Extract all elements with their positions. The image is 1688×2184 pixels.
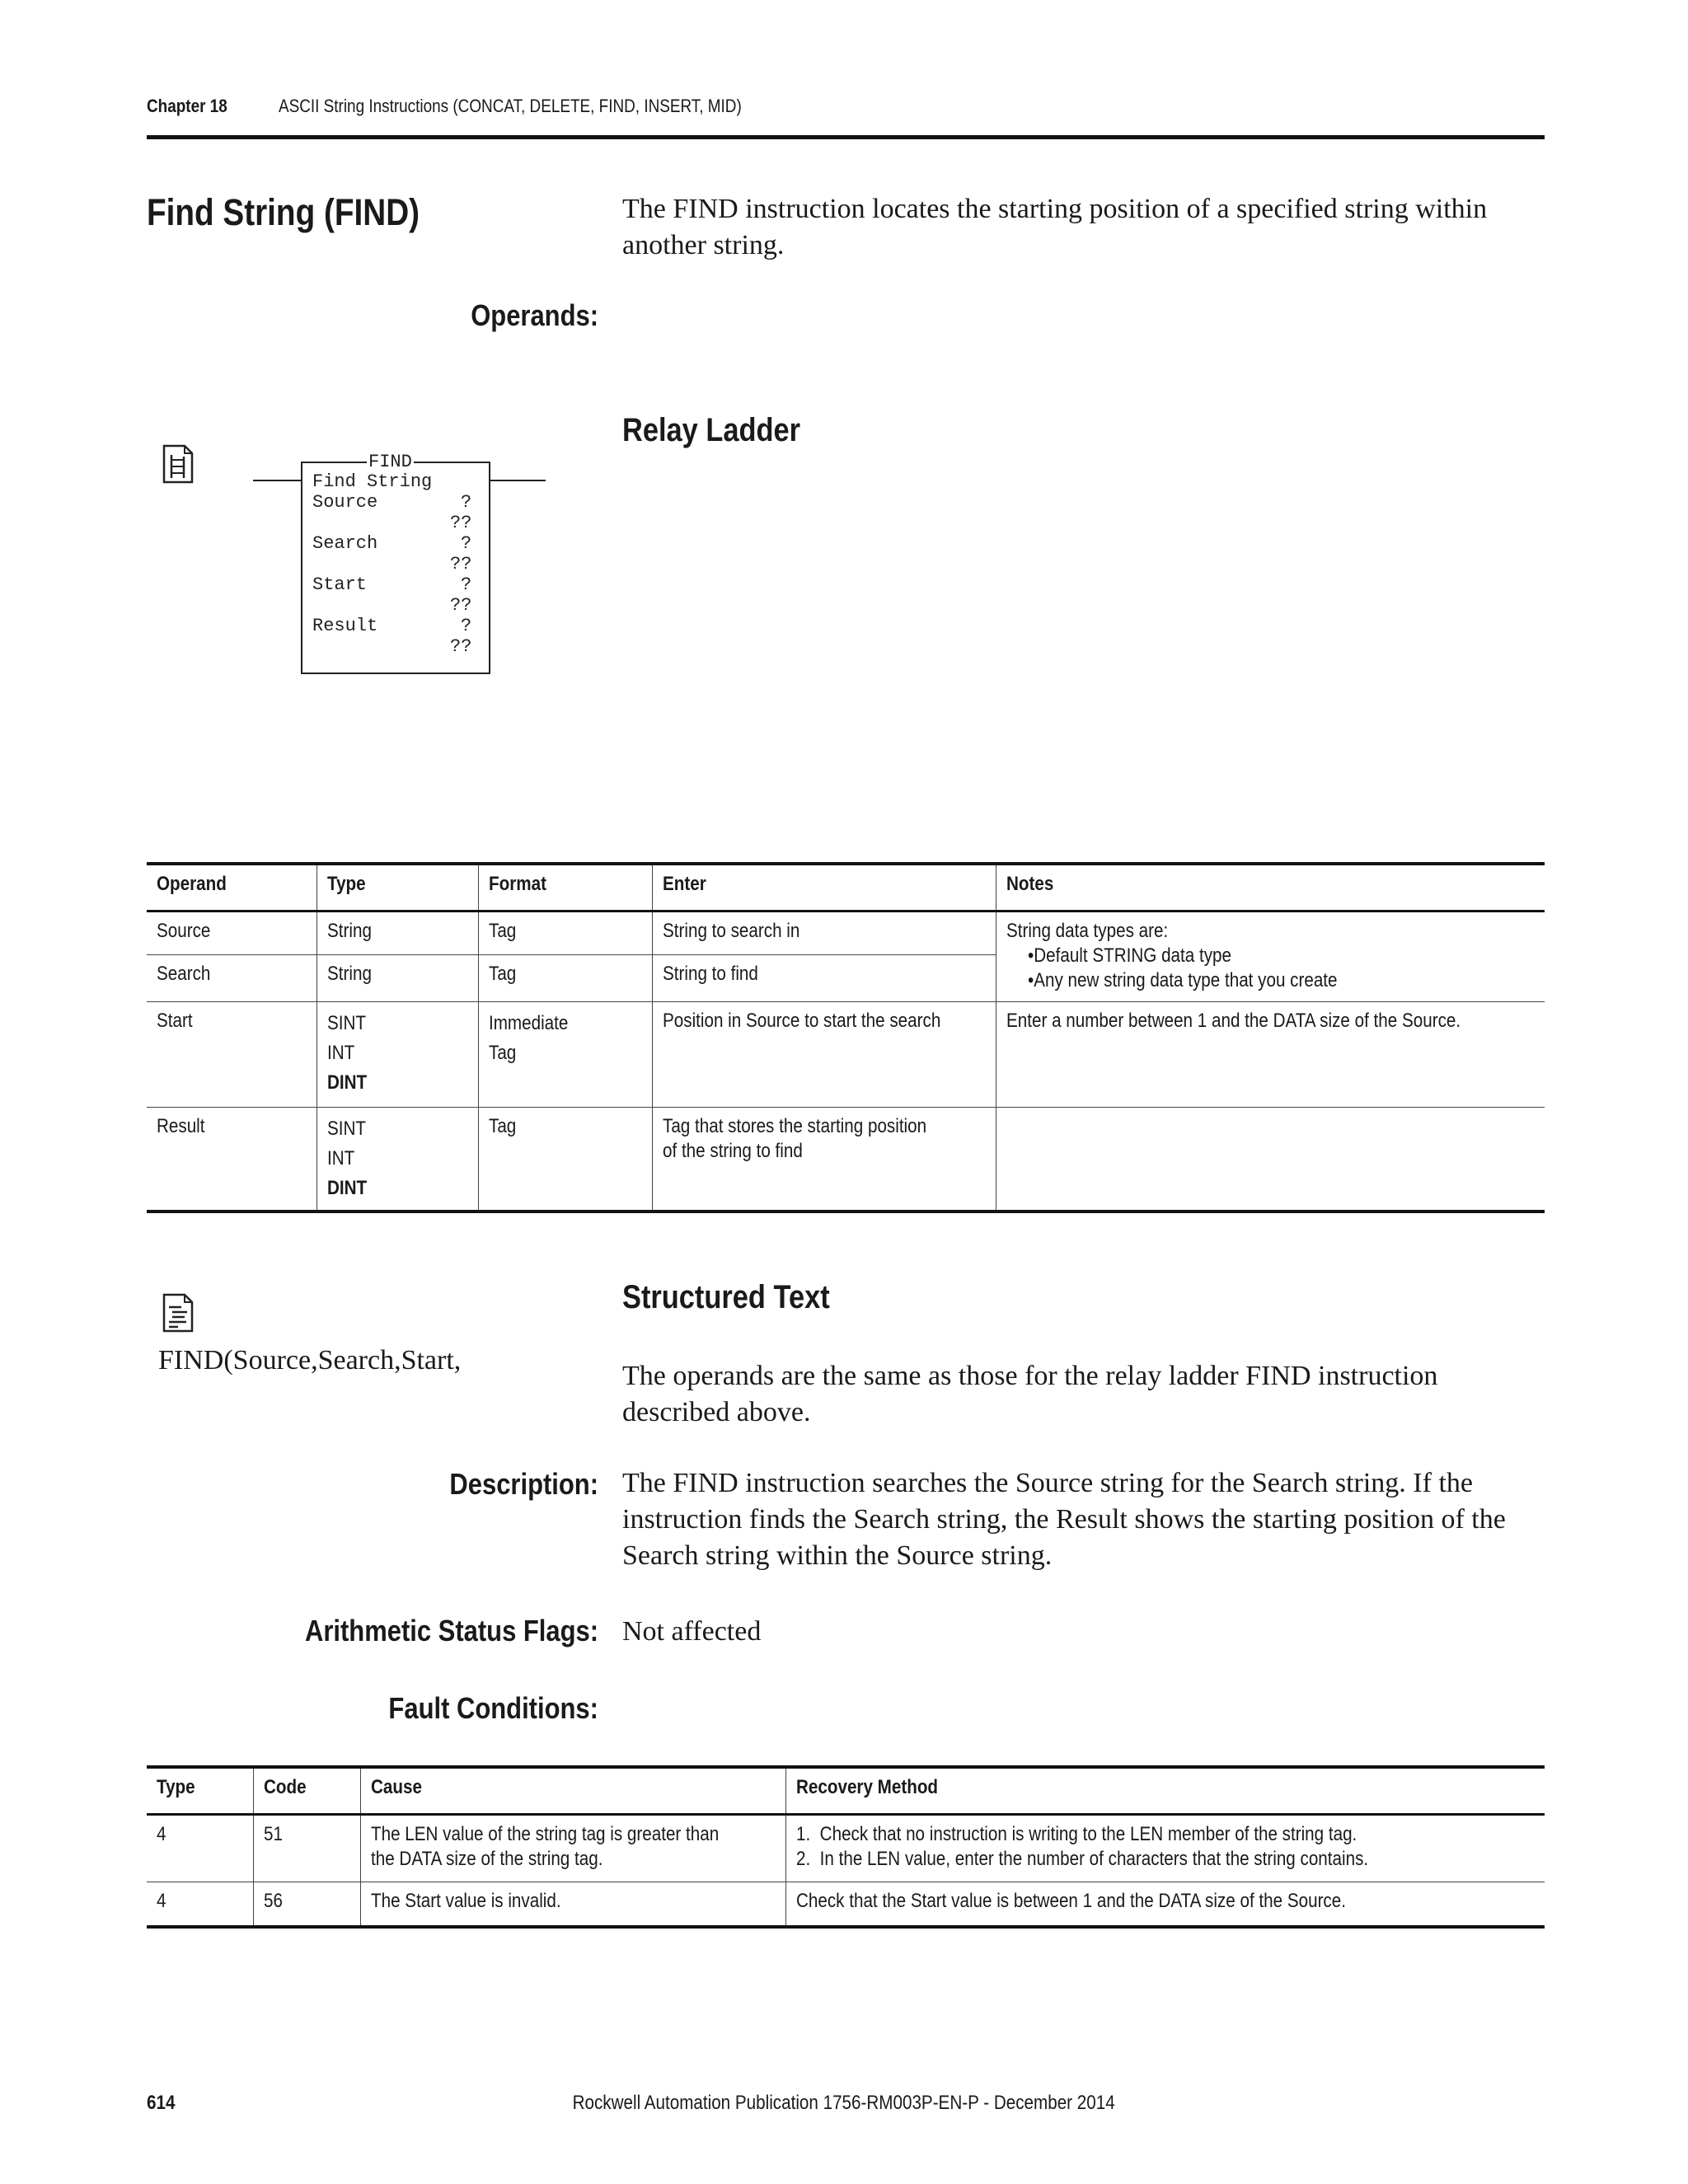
table-cell: String — [317, 955, 479, 1002]
block-source-label: Source — [312, 492, 378, 513]
column-header: Type — [317, 864, 479, 912]
table-cell: Tag — [479, 1108, 653, 1212]
table-cell — [996, 1108, 1545, 1212]
table-cell: 1. Check that no instruction is writing to the LEN member of the string tag. 2. In the LEN value, enter the number of characters that the string contains. — [785, 1815, 1545, 1882]
block-title: Find String — [312, 471, 433, 492]
section-intro: The FIND instruction locates the starting position of a specified string within another string. — [622, 194, 1488, 260]
table-cell: Enter a number between 1 and the DATA size of the Source. — [996, 1002, 1545, 1108]
page-number: 614 — [147, 2092, 176, 2114]
block-search-label: Search — [312, 533, 378, 554]
block-search-value: ? — [461, 533, 472, 554]
table-cell: String — [317, 912, 479, 955]
structured-text-heading: Structured Text — [622, 1279, 830, 1315]
table-header-row — [147, 864, 1545, 912]
table-cell: SINT INT DINT — [317, 1108, 479, 1212]
block-source-value: ? — [461, 492, 472, 513]
column-header: Format — [479, 864, 653, 912]
table-cell: 4 — [147, 1882, 253, 1927]
table-cell: Immediate Tag — [479, 1002, 653, 1108]
block-start-value: ? — [461, 574, 472, 595]
table-cell: Position in Source to start the search — [652, 1002, 996, 1108]
string-notes-cell: String data types are: •Default STRING data type •Any new string data type that you create — [996, 912, 1545, 1002]
block-result-label: Result — [312, 616, 378, 636]
ladder-diagram-icon — [162, 443, 195, 485]
table-cell: 51 — [253, 1815, 360, 1882]
table-cell: Tag — [479, 912, 653, 955]
table-cell: Source — [147, 912, 317, 955]
arithmetic-label: Arithmetic Status Flags: — [304, 1614, 598, 1647]
section-title: Find String (FIND) — [147, 191, 420, 233]
block-name: FIND — [368, 452, 412, 472]
table-row — [147, 1815, 1545, 1882]
table-cell: String to search in — [652, 912, 996, 955]
ladder-rail-right — [490, 480, 546, 481]
publication-text: Rockwell Automation Publication 1756-RM003P-EN-P - December 2014 — [572, 2092, 1116, 2114]
fault-conditions-table — [147, 1765, 1545, 1929]
column-header: Enter — [652, 864, 996, 912]
table-cell: Check that the Start value is between 1 and the DATA size of the Source. — [785, 1882, 1545, 1927]
column-header: Notes — [996, 864, 1545, 912]
publication-footer — [0, 2092, 1688, 2115]
table-cell: Tag — [479, 955, 653, 1002]
description-text: The FIND instruction searches the Source string for the Search string. If the instruction finds the Search string, the Result shows the starting position of the Search string within the Source string. — [622, 1468, 1506, 1571]
st-body: The operands are the same as those for the relay ladder FIND instruction described above. — [622, 1361, 1438, 1427]
page-header — [147, 92, 1545, 139]
arithmetic-text: Not affected — [622, 1616, 762, 1647]
block-result-value: ? — [461, 616, 472, 636]
table-row — [147, 1002, 1545, 1108]
operands-label: Operands: — [471, 298, 598, 332]
column-header: Type — [147, 1767, 253, 1815]
block-search-sub: ?? — [450, 554, 472, 574]
table-header-row — [147, 1767, 1545, 1815]
table-cell: The Start value is invalid. — [360, 1882, 785, 1927]
structured-text-icon — [162, 1292, 195, 1333]
table-cell: Result — [147, 1108, 317, 1212]
table-cell: The LEN value of the string tag is greater than the DATA size of the string tag. — [360, 1815, 785, 1882]
block-result-sub: ?? — [450, 636, 472, 657]
block-source-sub: ?? — [450, 513, 472, 533]
column-header: Operand — [147, 864, 317, 912]
fault-conditions-label: Fault Conditions: — [388, 1691, 598, 1725]
table-cell: Start — [147, 1002, 317, 1108]
column-header: Cause — [360, 1767, 785, 1815]
table-row — [147, 1108, 1545, 1212]
relay-ladder-heading: Relay Ladder — [622, 412, 801, 448]
column-header: Code — [253, 1767, 360, 1815]
table-cell: Search — [147, 955, 317, 1002]
table-row — [147, 1882, 1545, 1927]
chapter-title: ASCII String Instructions (CONCAT, DELETE, FIND, INSERT, MID) — [279, 96, 742, 116]
table-cell: 56 — [253, 1882, 360, 1927]
table-cell: 4 — [147, 1815, 253, 1882]
description-label: Description: — [449, 1467, 598, 1501]
st-syntax: FIND(Source,Search,Start, — [158, 1345, 462, 1376]
ladder-rail-left — [253, 480, 301, 481]
column-header: Recovery Method — [785, 1767, 1545, 1815]
operand-table — [147, 862, 1545, 1213]
block-start-label: Start — [312, 574, 368, 595]
find-instruction-block — [253, 445, 546, 676]
chapter-label: Chapter 18 — [147, 96, 227, 116]
block-start-sub: ?? — [450, 595, 472, 616]
table-cell: SINT INT DINT — [317, 1002, 479, 1108]
table-cell: Tag that stores the starting position of the string to find — [652, 1108, 996, 1212]
table-cell: String to find — [652, 955, 996, 1002]
table-row — [147, 912, 1545, 955]
